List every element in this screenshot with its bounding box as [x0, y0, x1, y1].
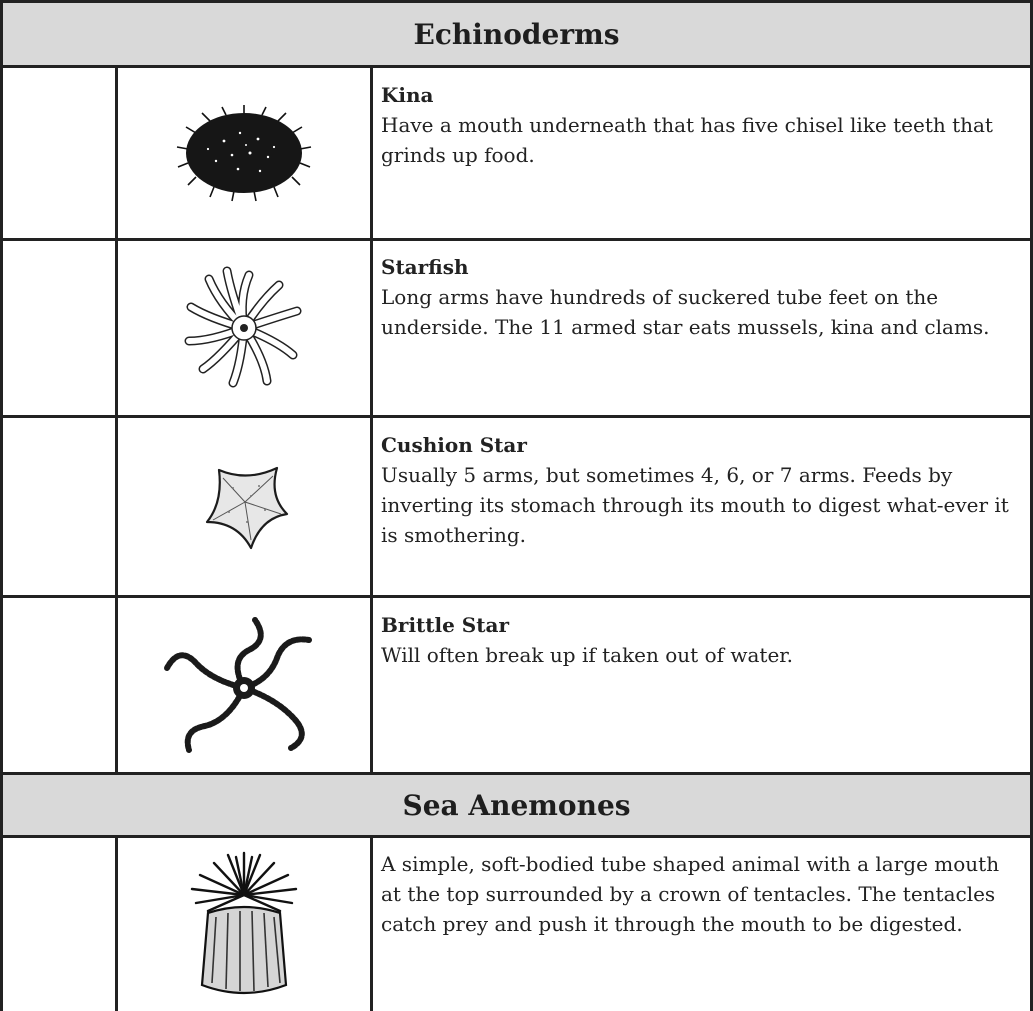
species-text: Will often break up if taken out of water.: [381, 643, 794, 667]
brittle-star-illustration: [118, 598, 370, 772]
sea-anemone-description: [381, 849, 1021, 939]
kina-sea-urchin-icon: [174, 103, 314, 203]
species-text: Have a mouth underneath that has five chisel like teeth that grinds up food.: [381, 113, 993, 167]
column-divider: [115, 835, 118, 1011]
table-border-left: [0, 0, 3, 1011]
cushion-star-illustration: [118, 418, 370, 595]
column-divider: [115, 65, 118, 775]
species-text: A simple, soft-bodied tube shaped animal with a large mouth at the top surrounded by a crown of tentacles. The tentacles catch prey and push it through the mouth to be digested.: [381, 852, 1000, 936]
table-border-top: [0, 0, 1033, 3]
cushion-star-description: [381, 430, 1021, 550]
species-name: Starfish: [381, 255, 469, 279]
section-header-sea-anemones: [3, 775, 1030, 835]
species-name: Kina: [381, 83, 434, 107]
starfish-description: [381, 252, 1021, 342]
eleven-armed-starfish-icon: [179, 263, 309, 393]
kina-description: [381, 80, 1021, 170]
table-divider: [0, 238, 1033, 241]
table-divider: [0, 415, 1033, 418]
species-name: Cushion Star: [381, 433, 527, 457]
table-divider: [0, 595, 1033, 598]
kina-illustration: [118, 68, 370, 238]
table-divider: [0, 65, 1033, 68]
brittle-star-icon: [159, 610, 329, 760]
column-divider: [370, 835, 373, 1011]
section-title: Echinoderms: [413, 17, 620, 51]
starfish-illustration: [118, 241, 370, 415]
species-text: Usually 5 arms, but sometimes 4, 6, or 7 arms. Feeds by inverting its stomach through its mouth to digest what-ever it is smothering.: [381, 463, 1009, 547]
table-divider: [0, 772, 1033, 775]
species-text: Long arms have hundreds of suckered tube feet on the underside. The 11 armed star eats mussels, kina and clams.: [381, 285, 990, 339]
column-divider: [370, 65, 373, 775]
table-divider: [0, 835, 1033, 838]
sea-anemone-icon: [184, 845, 304, 1005]
section-title: Sea Anemones: [402, 788, 631, 822]
section-header-echinoderms: [3, 3, 1030, 65]
cushion-star-icon: [189, 452, 299, 562]
brittle-star-description: [381, 610, 1021, 670]
species-name: Brittle Star: [381, 613, 509, 637]
sea-anemone-illustration: [118, 838, 370, 1011]
